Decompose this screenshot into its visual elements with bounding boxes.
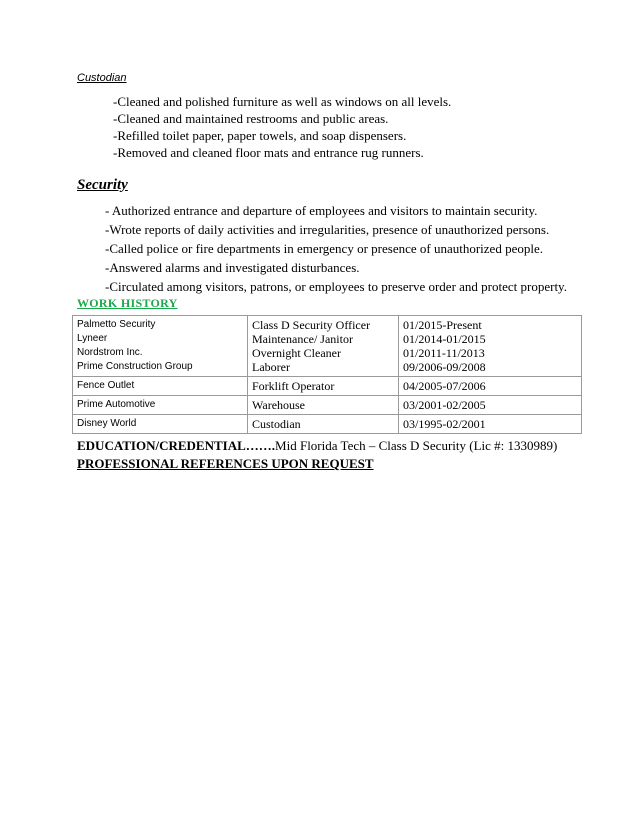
- table-row: [73, 377, 582, 396]
- position-cell: [248, 396, 399, 415]
- list-item: -Cleaned and polished furniture as well as windows on all levels.: [113, 94, 452, 109]
- position-title: Overnight Cleaner: [252, 346, 341, 360]
- date-range: 01/2011-11/2013: [403, 346, 485, 360]
- dates-cell: [399, 377, 582, 396]
- list-item: -Removed and cleaned floor mats and entrance rug runners.: [113, 145, 424, 160]
- employer-name: Disney World: [77, 418, 137, 429]
- employer-cell: [73, 377, 248, 396]
- table-row: [73, 415, 582, 434]
- employer-name: Palmetto Security: [77, 319, 156, 330]
- work-history-table: [72, 315, 582, 434]
- date-range: 01/2014-01/2015: [403, 332, 486, 346]
- date-range: 01/2015-Present: [403, 318, 482, 332]
- education-text: Mid Florida Tech – Class D Security (Lic #: 1330989): [275, 438, 558, 453]
- employer-name: Nordstrom Inc.: [77, 347, 143, 358]
- list-item: -Wrote reports of daily activities and irregularities, presence of unauthorized persons.: [105, 222, 550, 237]
- dates-cell: [399, 415, 582, 434]
- employer-name: Prime Automotive: [77, 399, 156, 410]
- date-range: 03/2001-02/2005: [403, 398, 486, 412]
- position-title: Warehouse: [252, 398, 306, 412]
- position-cell: [248, 377, 399, 396]
- employer-cell: [73, 396, 248, 415]
- list-item: -Called police or fire departments in emergency or presence of unauthorized people.: [105, 241, 543, 256]
- education-label: EDUCATION/CREDENTIAL…….: [77, 438, 276, 453]
- list-item: - Authorized entrance and departure of employees and visitors to maintain security.: [105, 203, 538, 218]
- security-duties-list: [105, 201, 567, 296]
- education-line: [77, 438, 557, 454]
- position-title: Class D Security Officer: [252, 318, 371, 332]
- dates-cell: [399, 396, 582, 415]
- custodian-heading: Custodian: [77, 72, 127, 84]
- date-range: 03/1995-02/2001: [403, 417, 486, 431]
- list-item: -Refilled toilet paper, paper towels, and soap dispensers.: [113, 128, 407, 143]
- position-cell: [248, 415, 399, 434]
- work-history-heading: WORK HISTORY: [77, 296, 178, 310]
- position-title: Forklift Operator: [252, 379, 335, 393]
- table-row: [73, 316, 582, 377]
- dates-cell: [399, 316, 582, 377]
- date-range: 04/2005-07/2006: [403, 379, 486, 393]
- date-range: 09/2006-09/2008: [403, 360, 486, 374]
- employer-cell: [73, 415, 248, 434]
- position-title: Laborer: [252, 360, 290, 374]
- list-item: -Cleaned and maintained restrooms and public areas.: [113, 111, 389, 126]
- list-item: -Answered alarms and investigated disturbances.: [105, 260, 360, 275]
- position-title: Custodian: [252, 417, 301, 431]
- table-row: [73, 396, 582, 415]
- employer-name: Prime Construction Group: [77, 361, 193, 372]
- position-cell: [248, 316, 399, 377]
- references-note: PROFESSIONAL REFERENCES UPON REQUEST: [77, 456, 374, 471]
- employer-name: Fence Outlet: [77, 380, 135, 391]
- employer-name: Lyneer: [77, 333, 108, 344]
- list-item: -Circulated among visitors, patrons, or employees to preserve order and protect property.: [105, 279, 567, 294]
- employer-cell: [73, 316, 248, 377]
- position-title: Maintenance/ Janitor: [252, 332, 353, 346]
- custodian-duties-list: [113, 93, 451, 161]
- security-heading: Security: [77, 177, 128, 193]
